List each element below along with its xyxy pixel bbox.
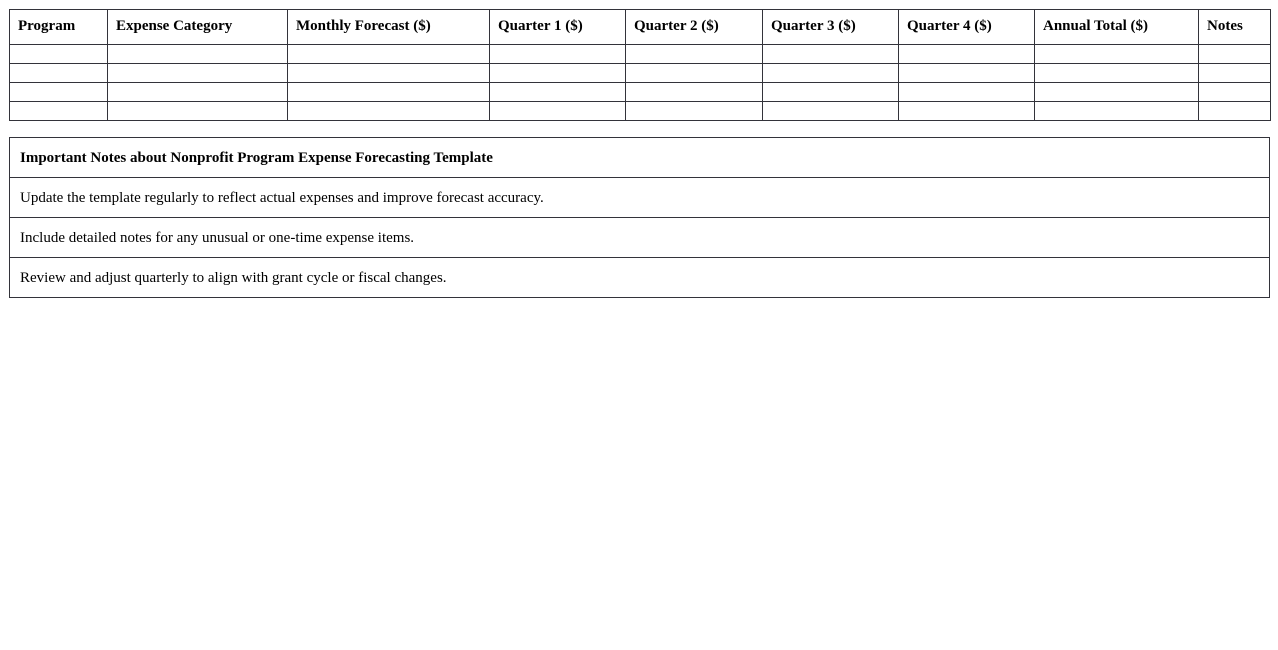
cell-monthly-forecast[interactable]: [288, 83, 490, 102]
cell-quarter-3[interactable]: [763, 45, 899, 64]
cell-program[interactable]: [10, 64, 108, 83]
column-header-quarter-4: Quarter 4 ($): [899, 10, 1035, 45]
cell-quarter-2[interactable]: [626, 45, 763, 64]
cell-quarter-2[interactable]: [626, 64, 763, 83]
cell-quarter-2[interactable]: [626, 83, 763, 102]
table-row[interactable]: [10, 64, 1271, 83]
table-header-row: [10, 10, 1271, 45]
cell-quarter-4[interactable]: [899, 45, 1035, 64]
table-row[interactable]: [10, 102, 1271, 121]
cell-quarter-1[interactable]: [490, 102, 626, 121]
column-header-quarter-1: Quarter 1 ($): [490, 10, 626, 45]
cell-quarter-3[interactable]: [763, 102, 899, 121]
notes-item: Include detailed notes for any unusual or one-time expense items.: [10, 218, 1270, 258]
important-notes-table: [9, 137, 1270, 298]
cell-quarter-4[interactable]: [899, 102, 1035, 121]
column-header-notes: Notes: [1199, 10, 1271, 45]
cell-notes[interactable]: [1199, 83, 1271, 102]
column-header-expense-category: Expense Category: [108, 10, 288, 45]
cell-annual-total[interactable]: [1035, 64, 1199, 83]
expense-forecast-table: [9, 9, 1271, 121]
cell-quarter-1[interactable]: [490, 83, 626, 102]
cell-monthly-forecast[interactable]: [288, 102, 490, 121]
notes-title: Important Notes about Nonprofit Program Expense Forecasting Template: [10, 138, 1270, 178]
cell-quarter-4[interactable]: [899, 83, 1035, 102]
notes-item: Review and adjust quarterly to align with grant cycle or fiscal changes.: [10, 258, 1270, 298]
cell-program[interactable]: [10, 83, 108, 102]
table-row[interactable]: [10, 83, 1271, 102]
cell-annual-total[interactable]: [1035, 45, 1199, 64]
table-row[interactable]: [10, 45, 1271, 64]
cell-monthly-forecast[interactable]: [288, 64, 490, 83]
cell-quarter-1[interactable]: [490, 64, 626, 83]
cell-quarter-4[interactable]: [899, 64, 1035, 83]
column-header-quarter-2: Quarter 2 ($): [626, 10, 763, 45]
cell-monthly-forecast[interactable]: [288, 45, 490, 64]
cell-quarter-2[interactable]: [626, 102, 763, 121]
cell-expense-category[interactable]: [108, 64, 288, 83]
cell-notes[interactable]: [1199, 64, 1271, 83]
column-header-annual-total: Annual Total ($): [1035, 10, 1199, 45]
cell-program[interactable]: [10, 102, 108, 121]
cell-notes[interactable]: [1199, 45, 1271, 64]
notes-item-row: [10, 218, 1270, 258]
cell-annual-total[interactable]: [1035, 83, 1199, 102]
cell-quarter-3[interactable]: [763, 83, 899, 102]
cell-expense-category[interactable]: [108, 45, 288, 64]
cell-quarter-3[interactable]: [763, 64, 899, 83]
notes-item-row: [10, 258, 1270, 298]
notes-item: Update the template regularly to reflect actual expenses and improve forecast accuracy.: [10, 178, 1270, 218]
cell-quarter-1[interactable]: [490, 45, 626, 64]
cell-expense-category[interactable]: [108, 83, 288, 102]
column-header-program: Program: [10, 10, 108, 45]
column-header-quarter-3: Quarter 3 ($): [763, 10, 899, 45]
notes-title-row: [10, 138, 1270, 178]
cell-annual-total[interactable]: [1035, 102, 1199, 121]
cell-notes[interactable]: [1199, 102, 1271, 121]
column-header-monthly-forecast: Monthly Forecast ($): [288, 10, 490, 45]
cell-program[interactable]: [10, 45, 108, 64]
notes-item-row: [10, 178, 1270, 218]
cell-expense-category[interactable]: [108, 102, 288, 121]
